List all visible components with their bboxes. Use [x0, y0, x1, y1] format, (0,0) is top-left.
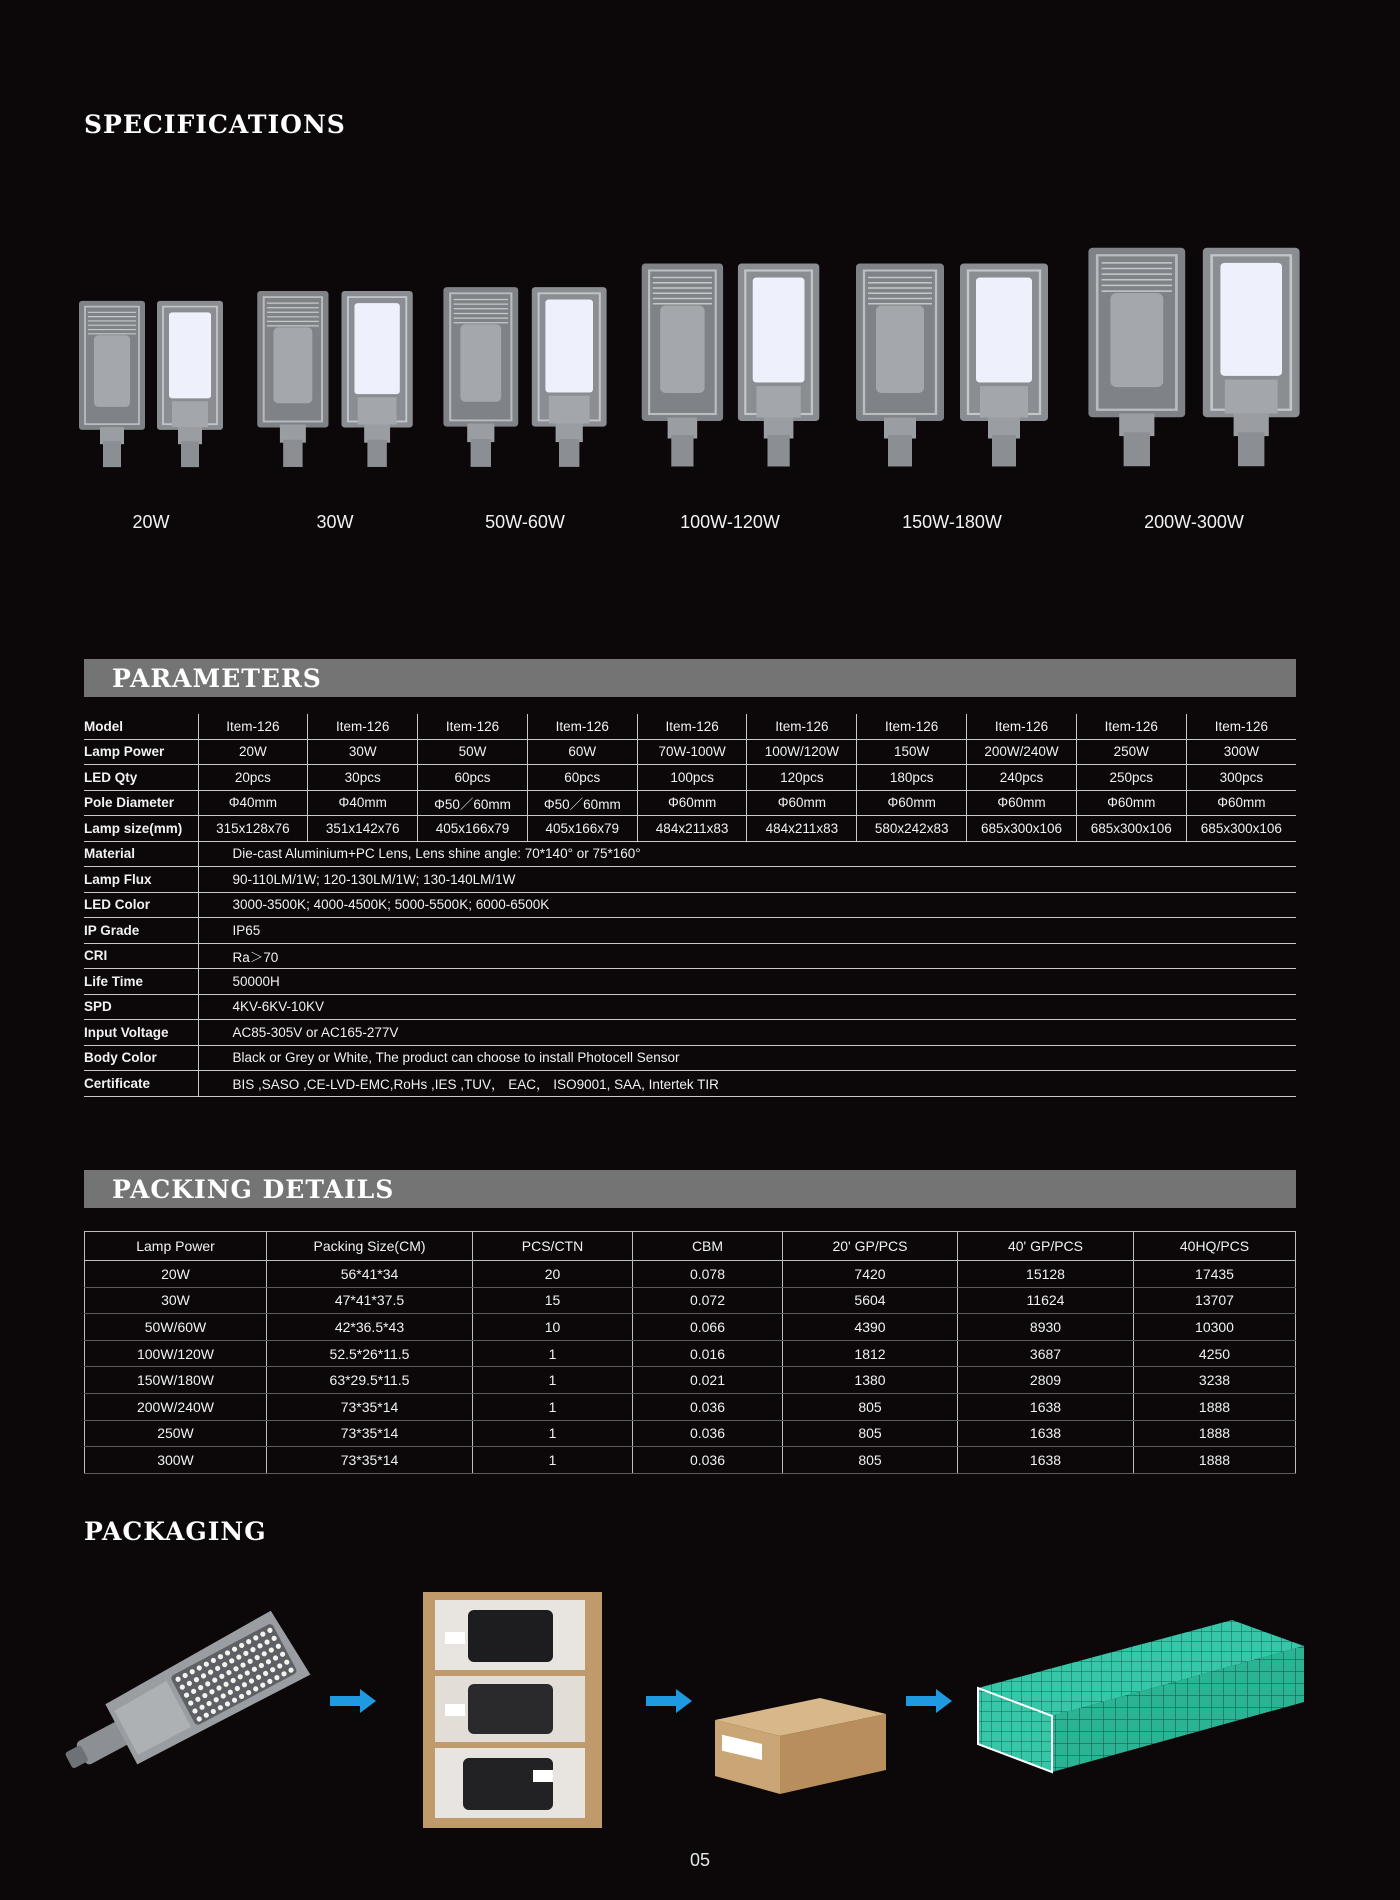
- packing-cell: 0.021: [633, 1367, 783, 1394]
- product-label: 100W-120W: [680, 512, 780, 532]
- packing-cell: 0.072: [633, 1287, 783, 1314]
- param-label: Certificate: [84, 1071, 198, 1097]
- arrow-right-icon: [906, 1689, 952, 1713]
- product-label: 30W: [316, 512, 354, 532]
- param-row-lamp-flux: [84, 867, 1296, 893]
- packing-cell: 1888: [1134, 1447, 1296, 1474]
- param-label: Lamp size(mm): [84, 816, 198, 842]
- table-row: [85, 1393, 1296, 1420]
- param-value: 3000-3500K; 4000-4500K; 5000-5500K; 6000-6500K: [198, 892, 1296, 918]
- packing-cell: 17435: [1134, 1261, 1296, 1288]
- param-label: SPD: [84, 994, 198, 1020]
- param-label: Pole Diameter: [84, 790, 198, 816]
- packing-cell: 4390: [783, 1314, 958, 1341]
- packing-cell: 56*41*34: [267, 1261, 473, 1288]
- param-cell: 20pcs: [198, 765, 308, 791]
- packing-cell: 1: [473, 1393, 633, 1420]
- param-label: CRI: [84, 943, 198, 969]
- param-label: IP Grade: [84, 918, 198, 944]
- param-cell: Φ60mm: [637, 790, 747, 816]
- param-row-cri: [84, 943, 1296, 969]
- param-row-lamp-power: [84, 739, 1296, 765]
- packing-cell: 2809: [958, 1367, 1134, 1394]
- packing-cell: 200W/240W: [85, 1393, 267, 1420]
- packed-lamps-box-icon: [423, 1592, 602, 1828]
- product-label: 150W-180W: [902, 512, 1002, 532]
- packing-cell: 1888: [1134, 1420, 1296, 1447]
- param-row-model: [84, 714, 1296, 739]
- arrow-right-icon: [330, 1689, 376, 1713]
- param-cell: 685x300x106: [1186, 816, 1296, 842]
- param-cell: 300pcs: [1186, 765, 1296, 791]
- param-label: LED Color: [84, 892, 198, 918]
- param-cell: Item-126: [967, 714, 1077, 739]
- param-value: 50000H: [198, 969, 1296, 995]
- param-cell: Φ50／60mm: [527, 790, 637, 816]
- packing-cell: 47*41*37.5: [267, 1287, 473, 1314]
- param-cell: 685x300x106: [967, 816, 1077, 842]
- packing-cell: 0.036: [633, 1447, 783, 1474]
- packing-cell: 20W: [85, 1261, 267, 1288]
- product-label: 50W-60W: [485, 512, 565, 532]
- packing-cell: 805: [783, 1420, 958, 1447]
- param-label: Lamp Flux: [84, 867, 198, 893]
- carton-box-icon: [710, 1690, 890, 1798]
- packing-cell: 1812: [783, 1340, 958, 1367]
- param-cell: 250pcs: [1076, 765, 1186, 791]
- packing-cell: 300W: [85, 1447, 267, 1474]
- param-cell: 20W: [198, 739, 308, 765]
- packing-cell: 1: [473, 1420, 633, 1447]
- param-row-input-voltage: [84, 1020, 1296, 1046]
- table-row: [85, 1287, 1296, 1314]
- street-light-icon: [1084, 244, 1304, 470]
- packing-cell: 0.078: [633, 1261, 783, 1288]
- street-light-icon: [440, 284, 610, 470]
- packing-cell: 63*29.5*11.5: [267, 1367, 473, 1394]
- param-cell: 484x211x83: [637, 816, 747, 842]
- param-label: Life Time: [84, 969, 198, 995]
- packing-cell: 4250: [1134, 1340, 1296, 1367]
- param-label: Lamp Power: [84, 739, 198, 765]
- packing-cell: 7420: [783, 1261, 958, 1288]
- param-cell: 300W: [1186, 739, 1296, 765]
- param-cell: 180pcs: [857, 765, 967, 791]
- param-label: Material: [84, 841, 198, 867]
- param-cell: Φ60mm: [1186, 790, 1296, 816]
- param-cell: Item-126: [1076, 714, 1186, 739]
- param-cell: Item-126: [308, 714, 418, 739]
- packing-column-header: Packing Size(CM): [267, 1232, 473, 1261]
- packing-cell: 805: [783, 1447, 958, 1474]
- packing-cell: 15128: [958, 1261, 1134, 1288]
- param-cell: Item-126: [747, 714, 857, 739]
- param-cell: Item-126: [198, 714, 308, 739]
- packing-cell: 1: [473, 1340, 633, 1367]
- table-row: [85, 1314, 1296, 1341]
- param-cell: 30W: [308, 739, 418, 765]
- param-cell: Φ50／60mm: [418, 790, 528, 816]
- packing-cell: 11624: [958, 1287, 1134, 1314]
- packing-cell: 1888: [1134, 1393, 1296, 1420]
- packing-cell: 73*35*14: [267, 1447, 473, 1474]
- param-cell: 60pcs: [418, 765, 528, 791]
- street-light-icon: [58, 1605, 323, 1790]
- param-cell: 60W: [527, 739, 637, 765]
- param-label: LED Qty: [84, 765, 198, 791]
- packing-column-header: 20' GP/PCS: [783, 1232, 958, 1261]
- param-value: AC85-305V or AC165-277V: [198, 1020, 1296, 1046]
- packing-cell: 30W: [85, 1287, 267, 1314]
- param-cell: Φ60mm: [1076, 790, 1186, 816]
- param-cell: 70W-100W: [637, 739, 747, 765]
- packing-column-header: 40HQ/PCS: [1134, 1232, 1296, 1261]
- table-row: [85, 1340, 1296, 1367]
- param-cell: 200W/240W: [967, 739, 1077, 765]
- packing-cell: 3687: [958, 1340, 1134, 1367]
- page-number: 05: [689, 1850, 711, 1870]
- packing-column-header: PCS/CTN: [473, 1232, 633, 1261]
- param-value: 90-110LM/1W; 120-130LM/1W; 130-140LM/1W: [198, 867, 1296, 893]
- street-light-icon: [638, 260, 823, 470]
- param-cell: 580x242x83: [857, 816, 967, 842]
- param-value: Black or Grey or White, The product can choose to install Photocell Sensor: [198, 1045, 1296, 1071]
- packing-cell: 0.066: [633, 1314, 783, 1341]
- param-label: Body Color: [84, 1045, 198, 1071]
- parameters-table: [84, 714, 1296, 1097]
- packing-cell: 0.036: [633, 1420, 783, 1447]
- param-cell: Φ60mm: [857, 790, 967, 816]
- param-cell: Item-126: [637, 714, 747, 739]
- packing-details-heading: PACKING DETAILS: [112, 1175, 395, 1204]
- param-cell: 250W: [1076, 739, 1186, 765]
- param-cell: 240pcs: [967, 765, 1077, 791]
- param-label: Model: [84, 714, 198, 739]
- param-cell: Item-126: [527, 714, 637, 739]
- packing-table: [84, 1231, 1296, 1474]
- param-cell: 120pcs: [747, 765, 857, 791]
- packing-cell: 1638: [958, 1420, 1134, 1447]
- parameters-heading: PARAMETERS: [112, 664, 322, 693]
- param-row-led-color: [84, 892, 1296, 918]
- packing-cell: 10300: [1134, 1314, 1296, 1341]
- arrow-right-icon: [646, 1689, 692, 1713]
- param-cell: 60pcs: [527, 765, 637, 791]
- specifications-heading: SPECIFICATIONS: [84, 110, 346, 139]
- packing-cell: 13707: [1134, 1287, 1296, 1314]
- param-row-spd: [84, 994, 1296, 1020]
- param-cell: Item-126: [857, 714, 967, 739]
- param-value: 4KV-6KV-10KV: [198, 994, 1296, 1020]
- param-row-body-color: [84, 1045, 1296, 1071]
- table-row: [85, 1261, 1296, 1288]
- param-row-led-qty: [84, 765, 1296, 791]
- packing-details-band: [84, 1170, 1296, 1208]
- packing-cell: 1380: [783, 1367, 958, 1394]
- packing-cell: 15: [473, 1287, 633, 1314]
- param-row-lamp-size: [84, 816, 1296, 842]
- param-cell: Φ60mm: [747, 790, 857, 816]
- param-cell: Φ40mm: [198, 790, 308, 816]
- param-cell: 351x142x76: [308, 816, 418, 842]
- param-value: IP65: [198, 918, 1296, 944]
- param-cell: 50W: [418, 739, 528, 765]
- packing-cell: 1: [473, 1447, 633, 1474]
- packing-column-header: CBM: [633, 1232, 783, 1261]
- param-cell: 315x128x76: [198, 816, 308, 842]
- param-row-material: [84, 841, 1296, 867]
- packing-cell: 50W/60W: [85, 1314, 267, 1341]
- table-row: [85, 1420, 1296, 1447]
- street-light-icon: [254, 288, 416, 470]
- packing-cell: 73*35*14: [267, 1420, 473, 1447]
- packing-cell: 5604: [783, 1287, 958, 1314]
- packing-cell: 100W/120W: [85, 1340, 267, 1367]
- param-cell: Φ40mm: [308, 790, 418, 816]
- packing-cell: 1: [473, 1367, 633, 1394]
- table-row: [85, 1367, 1296, 1394]
- parameters-band: [84, 659, 1296, 697]
- param-value: Ra＞70: [198, 943, 1296, 969]
- param-cell: 100W/120W: [747, 739, 857, 765]
- param-cell: Item-126: [1186, 714, 1296, 739]
- table-row: [85, 1447, 1296, 1474]
- param-cell: 405x166x79: [418, 816, 528, 842]
- param-cell: Φ60mm: [967, 790, 1077, 816]
- packaging-heading: PACKAGING: [84, 1517, 267, 1546]
- packing-column-header: 40' GP/PCS: [958, 1232, 1134, 1261]
- param-cell: 405x166x79: [527, 816, 637, 842]
- packing-cell: 73*35*14: [267, 1393, 473, 1420]
- param-cell: 100pcs: [637, 765, 747, 791]
- param-row-certificate: [84, 1071, 1296, 1097]
- packing-cell: 8930: [958, 1314, 1134, 1341]
- packing-cell: 1638: [958, 1447, 1134, 1474]
- packing-cell: 805: [783, 1393, 958, 1420]
- packing-cell: 0.036: [633, 1393, 783, 1420]
- packing-cell: 52.5*26*11.5: [267, 1340, 473, 1367]
- param-value: BIS ,SASO ,CE-LVD-EMC,RoHs ,IES ,TUV， EAC， ISO9001, SAA, Intertek TIR: [198, 1071, 1296, 1097]
- packing-cell: 10: [473, 1314, 633, 1341]
- product-label: 200W-300W: [1144, 512, 1244, 532]
- packing-column-header: Lamp Power: [85, 1232, 267, 1261]
- param-label: Input Voltage: [84, 1020, 198, 1046]
- street-light-icon: [76, 298, 226, 470]
- packing-cell: 42*36.5*43: [267, 1314, 473, 1341]
- param-cell: Item-126: [418, 714, 528, 739]
- packing-cell: 1638: [958, 1393, 1134, 1420]
- param-cell: 150W: [857, 739, 967, 765]
- street-light-icon: [852, 260, 1052, 470]
- param-cell: 685x300x106: [1076, 816, 1186, 842]
- packing-cell: 20: [473, 1261, 633, 1288]
- param-value: Die-cast Aluminium+PC Lens, Lens shine angle: 70*140° or 75*160°: [198, 841, 1296, 867]
- packing-cell: 250W: [85, 1420, 267, 1447]
- container-load-icon: [972, 1612, 1307, 1774]
- packing-cell: 150W/180W: [85, 1367, 267, 1394]
- param-row-life-time: [84, 969, 1296, 995]
- param-row-pole-diameter: [84, 790, 1296, 816]
- param-row-ip-grade: [84, 918, 1296, 944]
- packing-cell: 3238: [1134, 1367, 1296, 1394]
- packing-cell: 0.016: [633, 1340, 783, 1367]
- param-cell: 484x211x83: [747, 816, 857, 842]
- product-label: 20W: [132, 512, 170, 532]
- param-cell: 30pcs: [308, 765, 418, 791]
